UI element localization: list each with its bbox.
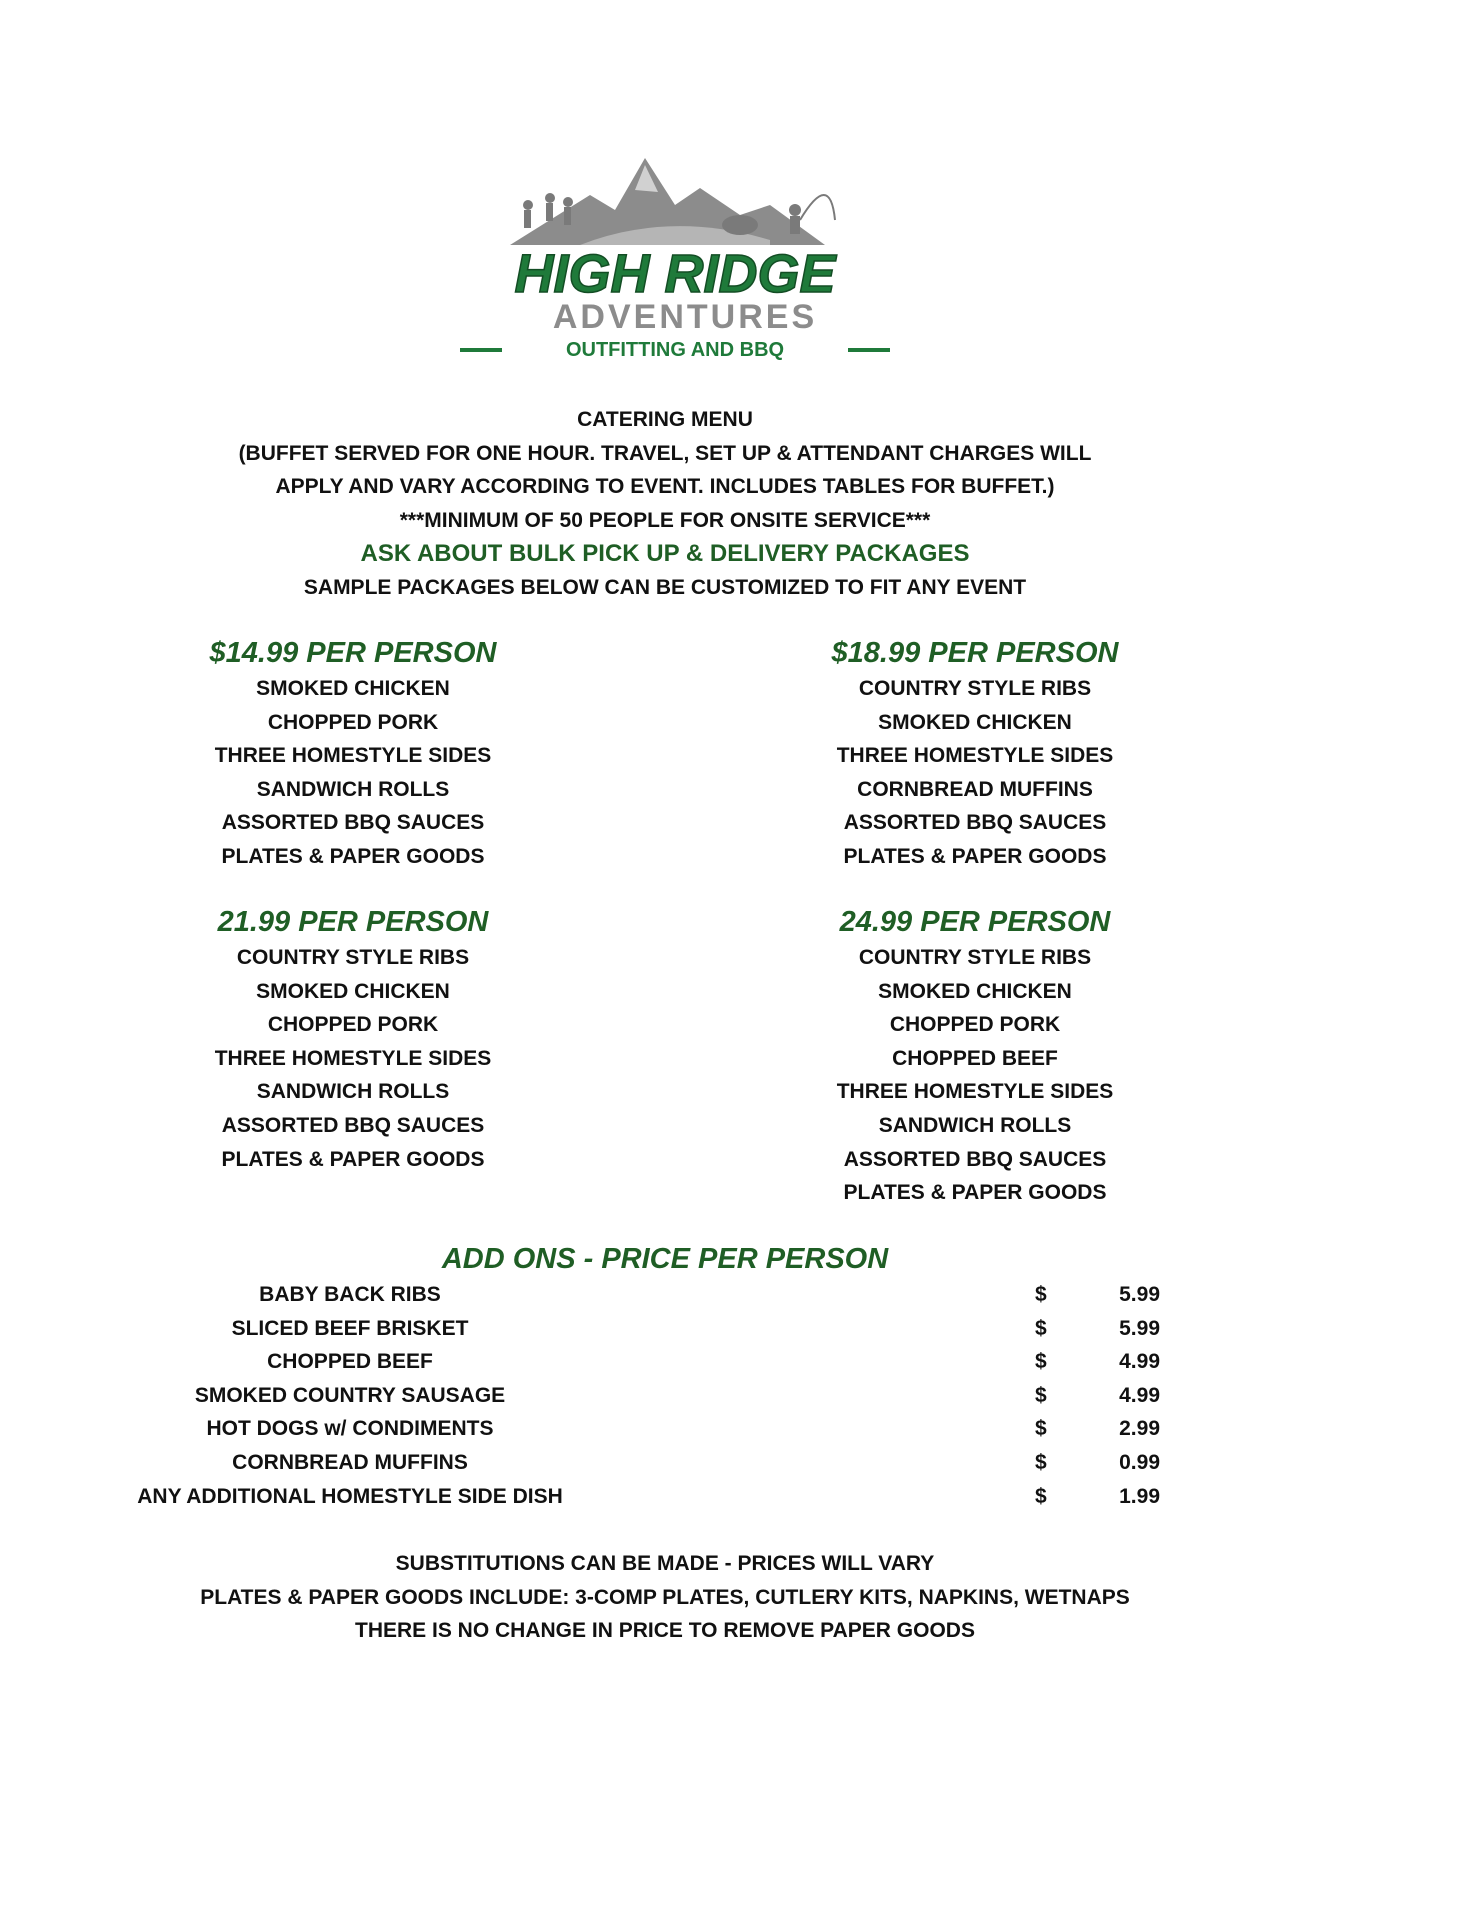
addon-currency: $ bbox=[1035, 1417, 1047, 1441]
package-item: COUNTRY STYLE RIBS bbox=[858, 946, 1092, 969]
bulk-packages-note: ASK ABOUT BULK PICK UP & DELIVERY PACKAGES bbox=[360, 540, 970, 568]
addon-price: 1.99 bbox=[1119, 1484, 1160, 1508]
package-item: ASSORTED BBQ SAUCES bbox=[221, 1113, 485, 1137]
addon-name: CORNBREAD MUFFINS bbox=[232, 1450, 468, 1474]
addon-currency: $ bbox=[1035, 1316, 1047, 1340]
addon-row bbox=[0, 1446, 1330, 1480]
addon-row bbox=[0, 1480, 1330, 1514]
package-item: SMOKED CHICKEN bbox=[256, 677, 450, 700]
addon-row bbox=[0, 1345, 1330, 1379]
paper-goods-note: PLATES & PAPER GOODS INCLUDE: 3-COMP PLATES, CUTLERY KITS, NAPKINS, WETNAPS bbox=[200, 1585, 1130, 1609]
package-title: $14.99 PER PERSON bbox=[209, 637, 497, 669]
package-item: THREE HOMESTYLE SIDES bbox=[836, 1080, 1114, 1104]
package-item: THREE HOMESTYLE SIDES bbox=[836, 744, 1114, 768]
package-item: PLATES & PAPER GOODS bbox=[843, 844, 1107, 868]
buffet-note-line-1: (BUFFET SERVED FOR ONE HOUR. TRAVEL, SET UP & ATTENDANT CHARGES WILL bbox=[238, 441, 1092, 465]
addon-name: ANY ADDITIONAL HOMESTYLE SIDE DISH bbox=[137, 1484, 563, 1508]
addon-name: BABY BACK RIBS bbox=[259, 1283, 441, 1306]
minimum-note: ***MINIMUM OF 50 PEOPLE FOR ONSITE SERVICE*** bbox=[399, 508, 931, 532]
addon-row bbox=[0, 1379, 1330, 1413]
package-item: CHOPPED PORK bbox=[267, 710, 439, 734]
buffet-note-line-2: APPLY AND VARY ACCORDING TO EVENT. INCLUDES TABLES FOR BUFFET.) bbox=[275, 475, 1055, 499]
sample-packages-note: SAMPLE PACKAGES BELOW CAN BE CUSTOMIZED TO FIT ANY EVENT bbox=[303, 575, 1027, 599]
addon-price: 0.99 bbox=[1119, 1450, 1160, 1474]
addon-currency: $ bbox=[1035, 1350, 1047, 1374]
addon-currency: $ bbox=[1035, 1283, 1047, 1306]
package-item: CHOPPED BEEF bbox=[892, 1046, 1058, 1070]
addon-name: SMOKED COUNTRY SAUSAGE bbox=[194, 1383, 506, 1407]
package-item: ASSORTED BBQ SAUCES bbox=[221, 811, 485, 835]
addon-currency: $ bbox=[1035, 1450, 1047, 1474]
package-item: THREE HOMESTYLE SIDES bbox=[214, 744, 492, 768]
package-item: SANDWICH ROLLS bbox=[256, 777, 450, 801]
addon-price: 4.99 bbox=[1119, 1383, 1160, 1407]
paper-goods-price-note: THERE IS NO CHANGE IN PRICE TO REMOVE PAPER GOODS bbox=[355, 1619, 975, 1643]
package-4 bbox=[695, 903, 1255, 1210]
addon-price: 5.99 bbox=[1119, 1316, 1160, 1340]
logo-line-2: ADVENTURES bbox=[552, 298, 818, 336]
addons-list bbox=[0, 1278, 1330, 1513]
addon-name: HOT DOGS w/ CONDIMENTS bbox=[206, 1417, 494, 1441]
addon-name: CHOPPED BEEF bbox=[267, 1350, 433, 1374]
addon-currency: $ bbox=[1035, 1484, 1047, 1508]
package-item: COUNTRY STYLE RIBS bbox=[858, 677, 1092, 700]
package-1 bbox=[73, 634, 633, 874]
package-item: PLATES & PAPER GOODS bbox=[221, 844, 485, 868]
menu-header bbox=[0, 403, 1330, 605]
package-item: SANDWICH ROLLS bbox=[256, 1080, 450, 1104]
addon-price: 5.99 bbox=[1119, 1283, 1160, 1306]
package-item: PLATES & PAPER GOODS bbox=[221, 1147, 485, 1171]
addon-row bbox=[0, 1278, 1330, 1312]
package-item: SMOKED CHICKEN bbox=[878, 710, 1072, 734]
logo-line-3: OUTFITTING AND BBQ bbox=[565, 339, 785, 360]
logo-line-1: HIGH RIDGE bbox=[514, 244, 836, 304]
addon-name: SLICED BEEF BRISKET bbox=[231, 1316, 469, 1340]
company-logo bbox=[440, 150, 910, 360]
package-item: PLATES & PAPER GOODS bbox=[843, 1181, 1107, 1205]
addons-title: ADD ONS - PRICE PER PERSON bbox=[441, 1243, 889, 1275]
addon-row bbox=[0, 1412, 1330, 1446]
addon-price: 2.99 bbox=[1119, 1417, 1160, 1441]
package-title: 21.99 PER PERSON bbox=[217, 906, 489, 938]
addon-currency: $ bbox=[1035, 1383, 1047, 1407]
package-item: CHOPPED PORK bbox=[889, 1013, 1061, 1037]
addon-price: 4.99 bbox=[1119, 1350, 1160, 1374]
package-item: SANDWICH ROLLS bbox=[878, 1113, 1072, 1137]
package-item: CHOPPED PORK bbox=[267, 1013, 439, 1037]
package-item: ASSORTED BBQ SAUCES bbox=[843, 1147, 1107, 1171]
package-item: ASSORTED BBQ SAUCES bbox=[843, 811, 1107, 835]
package-item: CORNBREAD MUFFINS bbox=[857, 777, 1093, 801]
logo-graphic bbox=[440, 150, 910, 360]
package-item: THREE HOMESTYLE SIDES bbox=[214, 1046, 492, 1070]
package-item: SMOKED CHICKEN bbox=[878, 979, 1072, 1003]
package-item: SMOKED CHICKEN bbox=[256, 979, 450, 1003]
package-item: COUNTRY STYLE RIBS bbox=[236, 946, 470, 969]
package-2 bbox=[695, 634, 1255, 874]
package-title: $18.99 PER PERSON bbox=[831, 637, 1119, 669]
package-title: 24.99 PER PERSON bbox=[839, 906, 1111, 938]
menu-footer bbox=[0, 1547, 1330, 1648]
substitutions-note: SUBSTITUTIONS CAN BE MADE - PRICES WILL VARY bbox=[395, 1552, 935, 1575]
menu-title: CATERING MENU bbox=[577, 408, 753, 431]
package-3 bbox=[73, 903, 633, 1176]
addon-row bbox=[0, 1312, 1330, 1346]
